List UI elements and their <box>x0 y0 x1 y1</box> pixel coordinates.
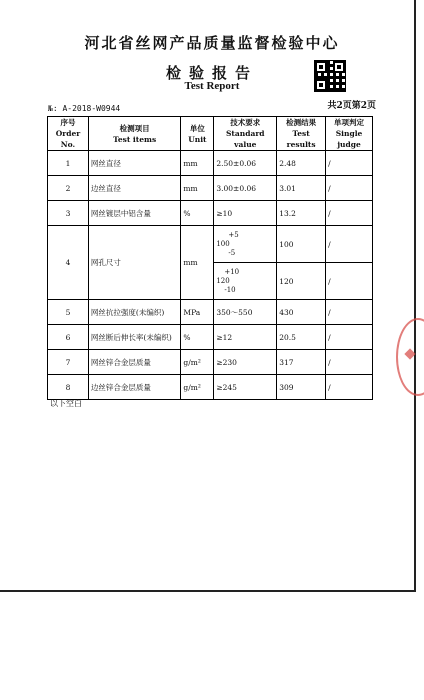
header-result: 检测结果 Test results <box>277 117 326 151</box>
cell-result: 309 <box>277 375 326 400</box>
cell-unit: g/m² <box>181 350 214 375</box>
cell-result: 317 <box>277 350 326 375</box>
cell-no: 8 <box>48 375 89 400</box>
cell-result-a: 100 <box>277 226 326 263</box>
cell-judge-b: / <box>326 263 373 300</box>
cell-judge: / <box>326 375 373 400</box>
cell-no: 2 <box>48 176 89 201</box>
cell-standard: 350～550 <box>214 300 277 325</box>
cell-judge-a: / <box>326 226 373 263</box>
cell-item: 边丝锌合金层质量 <box>88 375 181 400</box>
header-unit: 单位 Unit <box>181 117 214 151</box>
cell-judge: / <box>326 300 373 325</box>
cell-judge: / <box>326 201 373 226</box>
org-title: 河北省丝网产品质量监督检验中心 <box>84 34 340 52</box>
cell-judge: / <box>326 325 373 350</box>
cell-standard: ≥245 <box>214 375 277 400</box>
cell-unit: mm <box>181 176 214 201</box>
cell-standard: ≥12 <box>214 325 277 350</box>
table-row <box>48 176 373 201</box>
page-info: 共2页第2页 <box>327 101 376 111</box>
cell-no: 4 <box>48 226 89 300</box>
cell-result: 3.01 <box>277 176 326 201</box>
cell-result-b: 120 <box>277 263 326 300</box>
header-judge: 单项判定 Single judge <box>326 117 373 151</box>
cell-standard: 3.00±0.06 <box>214 176 277 201</box>
cell-item: 网丝镀层中铝含量 <box>88 201 181 226</box>
cell-standard: 2.50±0.06 <box>214 151 277 176</box>
cell-standard-a: +5 100 -5 <box>214 226 277 263</box>
cell-no: 3 <box>48 201 89 226</box>
report-number: №: A-2018-W0944 <box>48 104 121 113</box>
cell-standard: ≥230 <box>214 350 277 375</box>
cell-item: 网丝直径 <box>88 151 181 176</box>
cell-result: 2.48 <box>277 151 326 176</box>
cell-result: 430 <box>277 300 326 325</box>
cell-standard: ≥10 <box>214 201 277 226</box>
header-order: 序号 Order No. <box>48 117 89 151</box>
cell-no: 5 <box>48 300 89 325</box>
report-title-cn: 检验报告 <box>165 64 258 82</box>
header-item: 检测项目 Test items <box>88 117 181 151</box>
cell-unit: mm <box>181 151 214 176</box>
cell-item: 网丝断后伸长率(未编织) <box>88 325 181 350</box>
header-standard: 技术要求 Standard value <box>214 117 277 151</box>
table-row <box>48 201 373 226</box>
table-header-row <box>48 117 373 151</box>
cell-item: 边丝直径 <box>88 176 181 201</box>
cell-result: 13.2 <box>277 201 326 226</box>
table-row <box>48 375 373 400</box>
cell-unit: MPa <box>181 300 214 325</box>
cell-item: 网丝锌合金层质量 <box>88 350 181 375</box>
blank-below-note: 以下空白 <box>50 399 82 408</box>
cell-unit: % <box>181 325 214 350</box>
cell-standard-b: +10 120 -10 <box>214 263 277 300</box>
cell-unit: % <box>181 201 214 226</box>
table-row <box>48 300 373 325</box>
table-row <box>48 226 373 263</box>
cell-no: 1 <box>48 151 89 176</box>
cell-no: 6 <box>48 325 89 350</box>
qr-code-icon <box>314 60 346 92</box>
results-table <box>47 116 373 400</box>
table-row <box>48 325 373 350</box>
cell-unit: mm <box>181 226 214 300</box>
cell-judge: / <box>326 176 373 201</box>
cell-judge: / <box>326 151 373 176</box>
cell-item: 网孔尺寸 <box>88 226 181 300</box>
table-row <box>48 350 373 375</box>
cell-item: 网丝抗拉强度(未编织) <box>88 300 181 325</box>
table-row <box>48 151 373 176</box>
cell-no: 7 <box>48 350 89 375</box>
cell-unit: g/m² <box>181 375 214 400</box>
report-title-en: Test Report <box>184 80 240 92</box>
cell-judge: / <box>326 350 373 375</box>
cell-result: 20.5 <box>277 325 326 350</box>
